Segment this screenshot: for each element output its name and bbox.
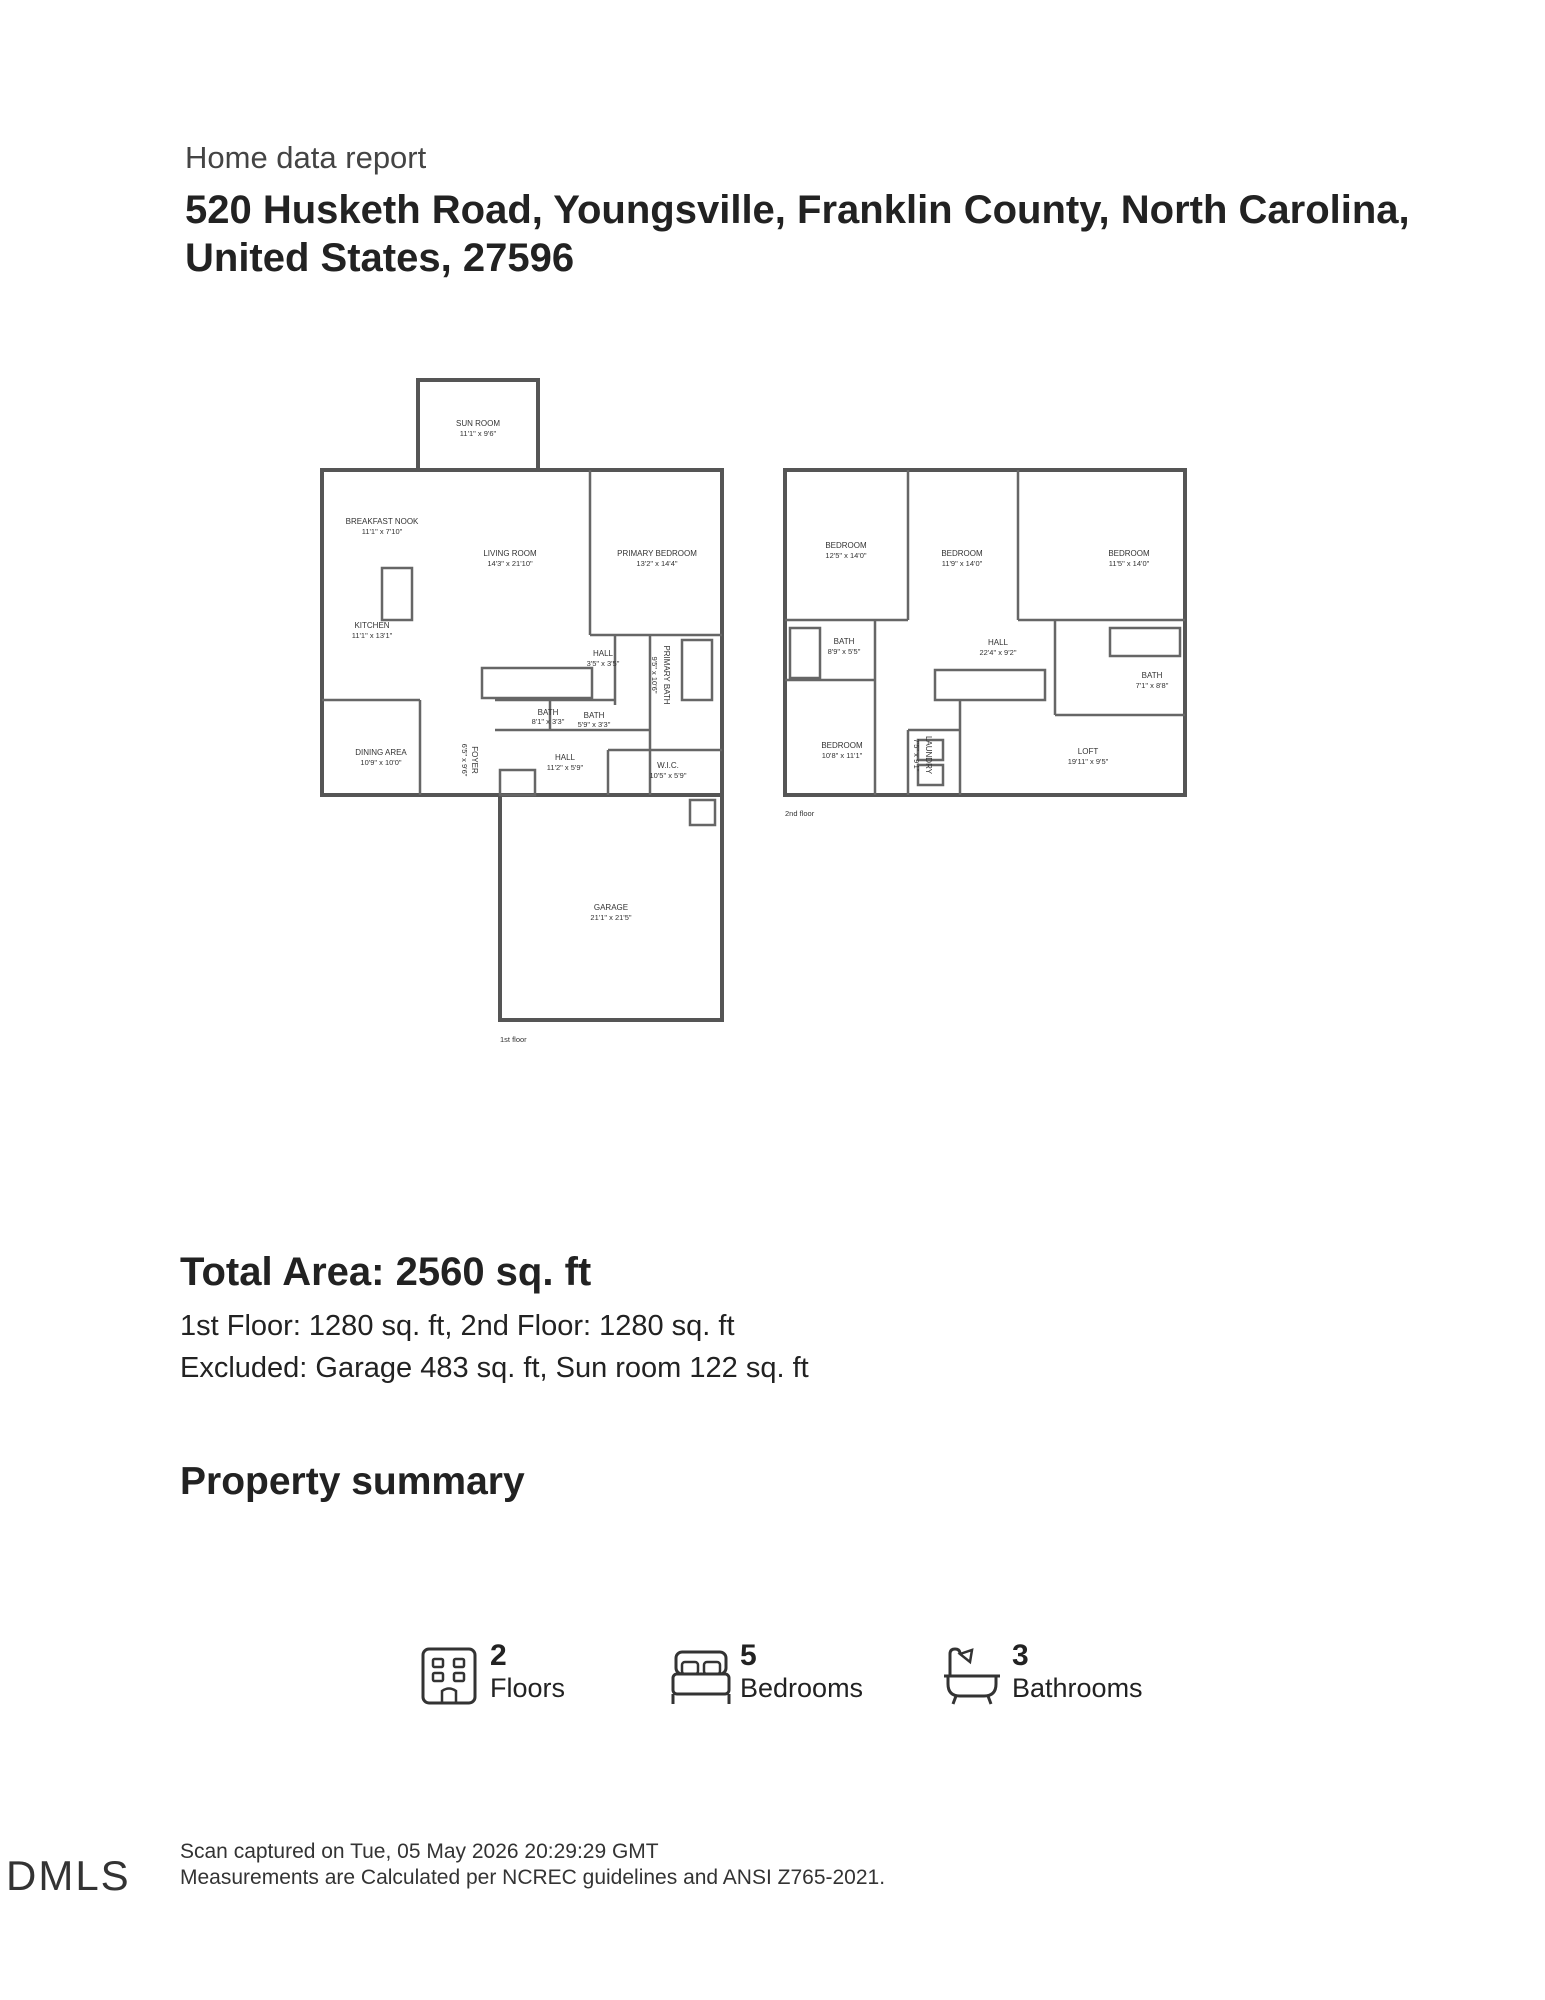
room-name: BREAKFAST NOOK — [345, 517, 419, 526]
room-name: BEDROOM — [825, 541, 867, 550]
room-name: SUN ROOM — [456, 419, 500, 428]
bathrooms-value: 3 — [1012, 1639, 1029, 1672]
room-dims: 11'5" x 14'0" — [1108, 559, 1150, 568]
room-dims: 3'5" x 3'5" — [586, 659, 620, 668]
room-dims: 11'2" x 5'9" — [546, 763, 584, 772]
room-dims: 21'1" x 21'5" — [590, 913, 632, 922]
property-address — [185, 186, 1435, 282]
floors-value: 2 — [490, 1639, 507, 1672]
room-dims: 8'9" x 5'5" — [827, 647, 861, 656]
room-dims: 7'1" x 8'8" — [1135, 681, 1169, 690]
room-labels — [346, 419, 1169, 1044]
room-dims: 19'11" x 9'5" — [1067, 757, 1109, 766]
room-dims: 6'5" x 9'6" — [460, 743, 469, 777]
measurement-note: Measurements are Calculated per NCREC guidelines and ANSI Z765-2021. — [180, 1866, 886, 1889]
room-name: LAUNDRY — [924, 735, 933, 775]
room-name: LOFT — [1077, 747, 1099, 756]
address-line-1: 520 Husketh Road, Youngsville, Franklin County, North Carolina, — [185, 188, 1410, 232]
room-name: BEDROOM — [821, 741, 863, 750]
room-dims: 10'8" x 11'1" — [821, 751, 863, 760]
report-label: Home data report — [185, 140, 427, 175]
room-name: BATH — [833, 637, 855, 646]
room-dims: 9'5" x 10'6" — [650, 656, 659, 694]
room-dims: 5'9" x 3'3" — [577, 720, 611, 729]
room-name: LIVING ROOM — [483, 549, 537, 558]
room-name: W.I.C. — [657, 761, 679, 770]
bedrooms-stat — [670, 1640, 890, 1710]
room-dims: 10'9" x 10'0" — [360, 758, 402, 767]
bathtub-icon — [942, 1646, 1002, 1708]
room-name: PRIMARY BATH — [662, 645, 671, 705]
floors-label: Floors — [490, 1673, 566, 1703]
building-icon — [420, 1646, 480, 1708]
excluded-areas: Excluded: Garage 483 sq. ft, Sun room 122 sq. ft — [180, 1352, 809, 1384]
room-name: PRIMARY BEDROOM — [617, 549, 697, 558]
property-summary-title: Property summary — [180, 1460, 525, 1503]
room-dims: 11'1" x 7'10" — [361, 527, 403, 536]
room-dims: 22'4" x 9'2" — [979, 648, 1017, 657]
room-name: BEDROOM — [941, 549, 983, 558]
room-dims: 7'5" x 9'1" — [912, 738, 921, 772]
room-name: BATH — [537, 708, 559, 717]
mls-logo: DMLS — [6, 1852, 131, 1899]
room-name: HALL — [987, 638, 1009, 647]
floor-areas: 1st Floor: 1280 sq. ft, 2nd Floor: 1280 sq. ft — [180, 1310, 735, 1342]
room-dims: 11'1" x 9'6" — [459, 429, 497, 438]
room-name: BATH — [583, 711, 605, 720]
floors-stat — [420, 1640, 590, 1710]
floor-plan — [300, 330, 1220, 1090]
floor-2-label: 2nd floor — [785, 809, 815, 818]
room-dims: 11'1" x 13'1" — [351, 631, 393, 640]
room-name: FOYER — [470, 746, 479, 774]
room-name: HALL — [554, 753, 576, 762]
room-dims: 8'1" x 3'3" — [531, 717, 565, 726]
address-line-2: United States, 27596 — [185, 236, 575, 280]
room-name: HALL — [592, 649, 614, 658]
room-dims: 12'5" x 14'0" — [825, 551, 867, 560]
bathrooms-stat — [942, 1640, 1172, 1710]
room-name: KITCHEN — [354, 621, 390, 630]
room-dims: 14'3" x 21'10" — [487, 559, 533, 568]
bedrooms-label: Bedrooms — [740, 1673, 864, 1703]
room-dims: 10'5" x 5'9" — [649, 771, 687, 780]
bed-icon — [670, 1646, 732, 1708]
bathrooms-label: Bathrooms — [1012, 1673, 1143, 1703]
total-area: Total Area: 2560 sq. ft — [180, 1250, 592, 1294]
room-dims: 11'9" x 14'0" — [941, 559, 983, 568]
room-name: GARAGE — [593, 903, 629, 912]
floor-1-label: 1st floor — [500, 1035, 527, 1044]
room-name: DINING AREA — [355, 748, 407, 757]
scan-timestamp: Scan captured on Tue, 05 May 2026 20:29:29 GMT — [180, 1840, 659, 1863]
room-name: BATH — [1141, 671, 1163, 680]
room-dims: 13'2" x 14'4" — [636, 559, 678, 568]
bedrooms-value: 5 — [740, 1639, 757, 1672]
room-name: BEDROOM — [1108, 549, 1150, 558]
